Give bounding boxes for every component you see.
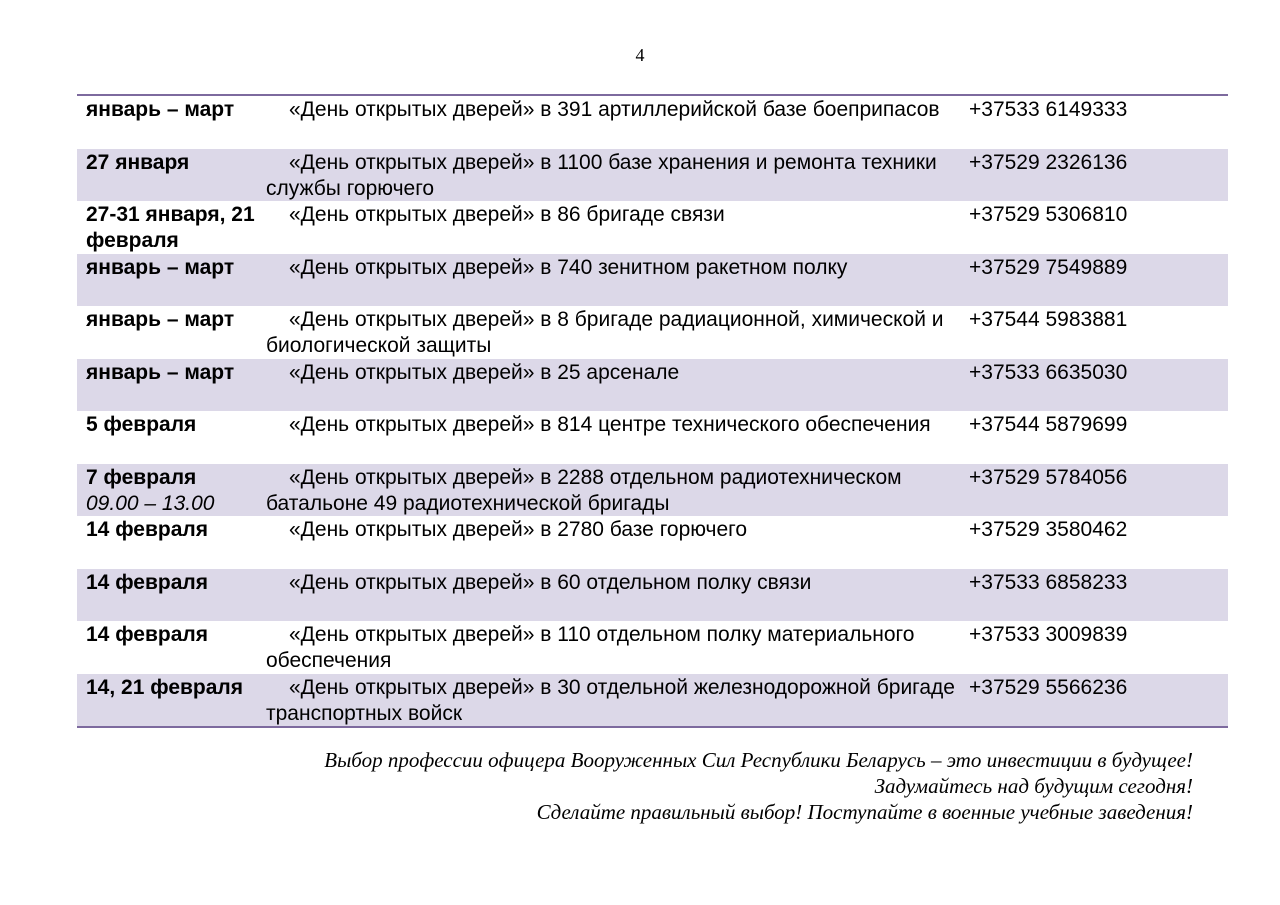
date-cell	[86, 622, 266, 648]
contact-phone: +37529 3580462	[969, 518, 1128, 541]
event-description: «День открытых дверей» в 740 зенитном ракетном полку	[289, 255, 848, 279]
slogan-line-3: Сделайте правильный выбор! Поступайте в военные учебные заведения!	[536, 800, 1193, 824]
event-date: январь – март	[86, 98, 235, 121]
date-cell	[86, 202, 266, 254]
page-number: 4	[635, 45, 645, 65]
table-row	[77, 254, 1228, 307]
event-description: «День открытых дверей» в 25 арсенале	[289, 360, 680, 384]
date-cell	[86, 360, 266, 386]
table-row	[77, 569, 1228, 622]
table-row	[77, 359, 1228, 412]
date-cell	[86, 150, 266, 176]
table-row	[77, 149, 1228, 202]
table-row	[77, 411, 1228, 464]
date-cell	[86, 97, 266, 123]
contact-phone: +37544 5879699	[969, 413, 1128, 436]
contact-phone: +37533 6858233	[969, 570, 1128, 594]
date-cell	[86, 517, 266, 543]
contact-phone: +37533 6635030	[969, 360, 1128, 384]
contact-phone: +37529 7549889	[969, 255, 1128, 279]
table-row	[77, 306, 1228, 359]
event-date: 27-31 января, 21 февраля	[86, 203, 255, 252]
event-time: 09.00 – 13.00	[86, 491, 215, 515]
table-row	[77, 621, 1228, 674]
slogan-line-1: Выбор профессии офицера Вооруженных Сил Республики Беларусь – это инвестиции в будущее!	[324, 748, 1193, 772]
event-description: «День открытых дверей» в 814 центре технического обеспечения	[289, 413, 931, 436]
slogan-line-2: Задумайтесь над будущим сегодня!	[874, 774, 1193, 798]
event-description: «День открытых дверей» в 86 бригаде связи	[289, 203, 725, 226]
event-date: 7 февраля	[86, 465, 197, 489]
event-date: 14 февраля	[86, 518, 208, 541]
table-row	[77, 516, 1228, 569]
date-cell	[86, 465, 266, 517]
table-row	[77, 201, 1228, 254]
table-row	[77, 464, 1228, 517]
event-date: 14 февраля	[86, 623, 208, 646]
date-cell	[86, 570, 266, 596]
event-date: 14, 21 февраля	[86, 675, 244, 699]
event-date: 5 февраля	[86, 413, 197, 436]
contact-phone: +37533 3009839	[969, 623, 1128, 646]
date-cell	[86, 255, 266, 281]
contact-phone: +37533 6149333	[969, 98, 1128, 121]
table-row	[77, 96, 1228, 149]
event-date: 27 января	[86, 150, 190, 174]
events-table	[77, 94, 1228, 728]
event-description: «День открытых дверей» в 2288 отдельном радиотехническом батальоне 49 радиотехнической бригады	[266, 465, 902, 515]
event-date: 14 февраля	[86, 570, 208, 594]
date-cell	[86, 675, 266, 701]
event-date: январь – март	[86, 360, 235, 384]
contact-phone: +37529 2326136	[969, 150, 1128, 174]
event-description: «День открытых дверей» в 391 артиллерийской базе боеприпасов	[289, 98, 940, 121]
contact-phone: +37529 5566236	[969, 675, 1128, 699]
event-description: «День открытых дверей» в 60 отдельном полку связи	[289, 570, 812, 594]
event-date: январь – март	[86, 255, 235, 279]
date-cell	[86, 307, 266, 333]
event-description: «День открытых дверей» в 2780 базе горючего	[289, 518, 748, 541]
event-description: «День открытых дверей» в 110 отдельном полку материального обеспечения	[266, 623, 915, 672]
event-description: «День открытых дверей» в 1100 базе хранения и ремонта техники службы горючего	[266, 150, 937, 200]
table-row	[77, 674, 1228, 727]
event-description: «День открытых дверей» в 8 бригаде радиационной, химической и биологической защиты	[266, 308, 944, 357]
event-description: «День открытых дверей» в 30 отдельной железнодорожной бригаде транспортных войск	[266, 675, 955, 725]
event-date: январь – март	[86, 308, 235, 331]
date-cell	[86, 412, 266, 438]
contact-phone: +37529 5306810	[969, 203, 1128, 226]
contact-phone: +37544 5983881	[969, 308, 1128, 331]
contact-phone: +37529 5784056	[969, 465, 1128, 489]
